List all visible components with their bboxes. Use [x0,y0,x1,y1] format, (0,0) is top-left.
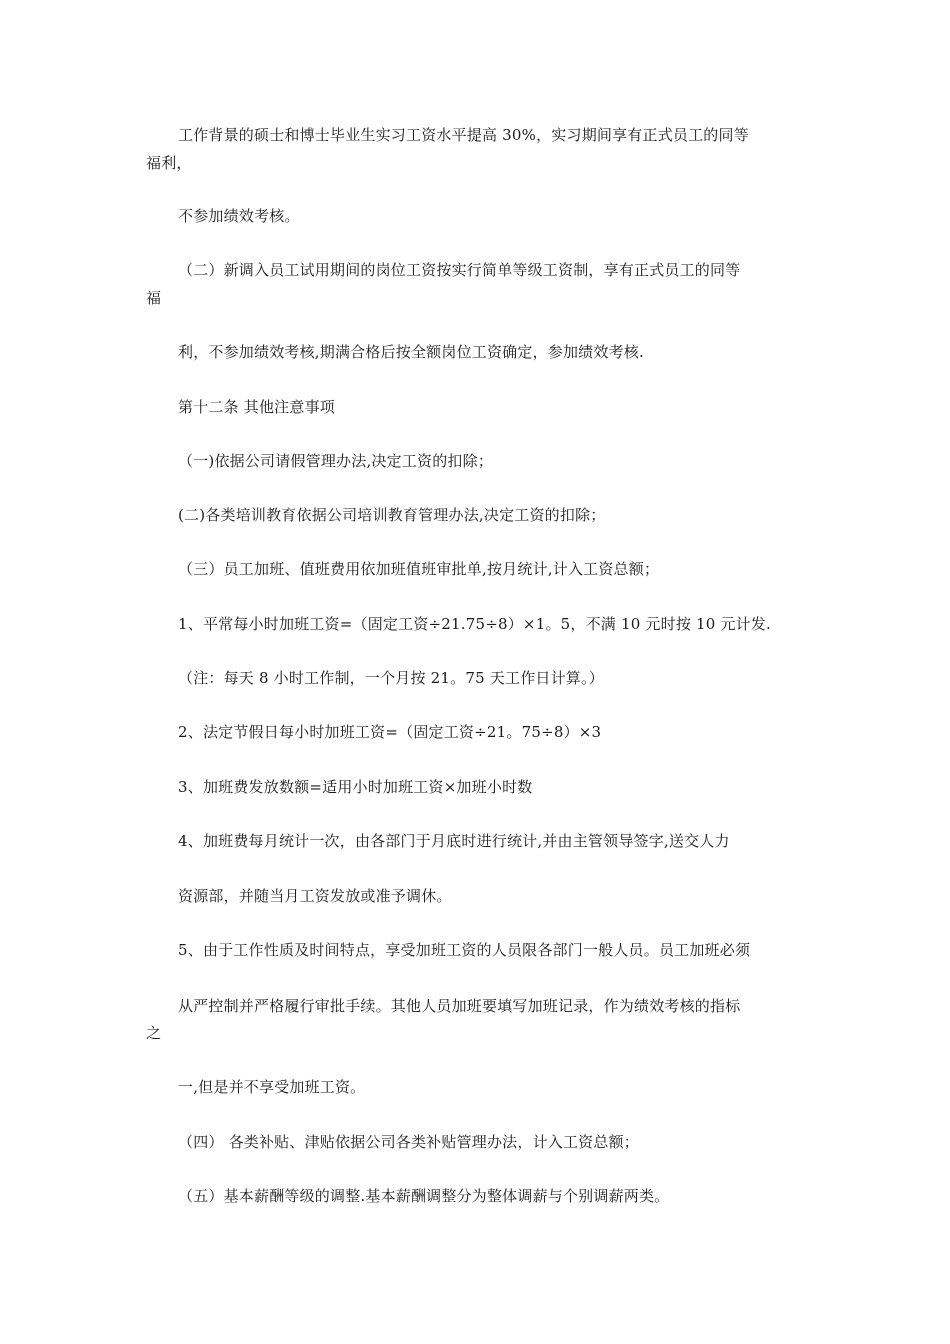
list-item: （一)依据公司请假管理办法,决定工资的扣除； [178,452,494,470]
paragraph-line: （二）新调入员工试用期间的岗位工资按实行简单等级工资制，享有正式员工的同等 [178,261,741,279]
list-item: （四） 各类补贴、津贴依据公司各类补贴管理办法，计入工资总额； [178,1133,639,1151]
paragraph-line: 不参加绩效考核。 [178,207,300,225]
list-item: 3、加班费发放数额=适用小时加班工资×加班小时数 [178,778,533,796]
paragraph-line: 福 [146,289,162,307]
paragraph-line: 福利， [146,154,192,172]
list-item: 4、加班费每月统计一次，由各部门于月底时进行统计,并由主管领导签字,送交人力 [178,832,730,850]
list-item: 2、法定节假日每小时加班工资=（固定工资÷21。75÷8）×3 [178,723,602,741]
list-item: （五）基本薪酬等级的调整.基本薪酬调整分为整体调薪与个别调薪两类。 [178,1187,670,1205]
list-item: 1、平常每小时加班工资=（固定工资÷21.75÷8）×1。5，不满 10 元时按 10 元计发. [178,615,772,633]
list-item: 5、由于工作性质及时间特点，享受加班工资的人员限各部门一般人员。员工加班必须 [178,941,751,959]
list-item: （三）员工加班、值班费用依加班值班审批单,按月统计,计入工资总额； [178,560,660,578]
list-item: (二)各类培训教育依据公司培训教育管理办法,决定工资的扣除； [178,506,606,524]
paragraph-line: 利，不参加绩效考核,期满合格后按全额岗位工资确定，参加绩效考核. [178,343,644,361]
paragraph-line: 从严控制并严格履行审批手续。其他人员加班要填写加班记录，作为绩效考核的指标 [178,997,741,1015]
note-line: （注：每天 8 小时工作制，一个月按 21。75 天工作日计算。） [178,669,604,687]
paragraph-line: 资源部，并随当月工资发放或准予调休。 [178,887,452,905]
section-heading: 第十二条 其他注意事项 [178,398,335,416]
paragraph-line: 之 [146,1024,162,1042]
paragraph-line: 一,但是并不享受加班工资。 [178,1078,366,1096]
paragraph-line: 工作背景的硕士和博士毕业生实习工资水平提高 30%，实习期间享有正式员工的同等 [178,126,749,144]
